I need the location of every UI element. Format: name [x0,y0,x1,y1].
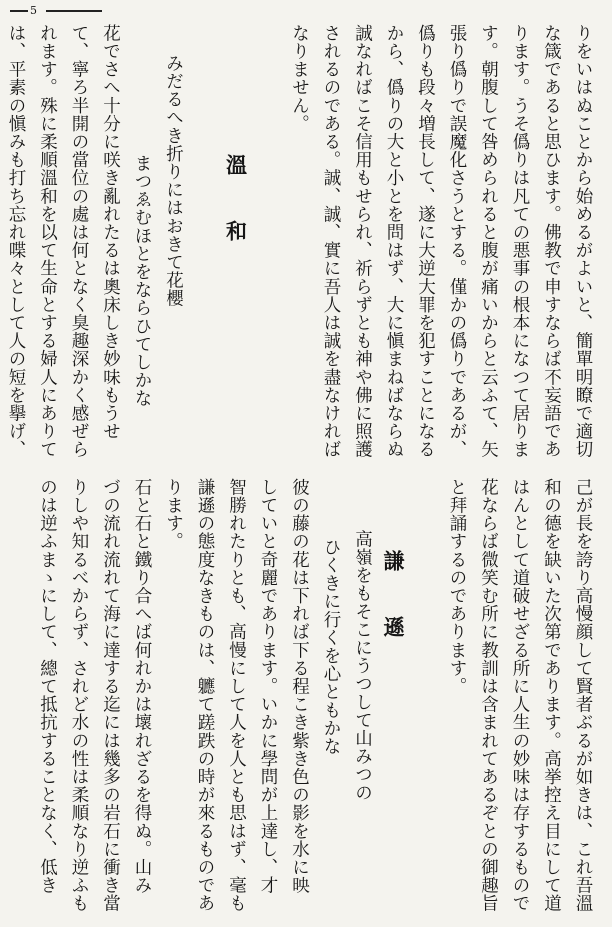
text-line: 和の德を缺いた次第であります。高挙控え目にして道 [541,478,562,913]
poem-line: 高嶺をもそこにうつして山みつの [352,530,373,802]
blank-column [252,24,284,449]
text-line: と拜誦するのであります。 [447,478,467,696]
blank-column [409,478,441,918]
text-line: す。朝腹して咎められると腹が痛いからと云ふて、矢 [478,24,499,459]
text-line: ります。うそ僞りは凡ての悪事の根本になつて居りま [510,24,530,459]
poem-line: ひくきに行くを心ともかな [321,538,341,756]
text-line: 智勝れたりとも、高慢にして人を人とも思はず、毫も [226,478,247,913]
text-line: づの流れ流れて海に達する迄には幾多の岩石に衝き當 [100,478,121,913]
text-line: て、寧ろ半開の當位の處は何となく臭趣深かく感ぜら [69,24,89,459]
top-column-block [0,24,598,459]
text-line: れます。殊に柔順溫和を以て生命とする婦人にありて [37,24,58,459]
text-line: から、僞りの大と小とを問はず、大に愼まねばならぬ [384,24,404,459]
section-heading-kenson: 謙 遜 [381,550,406,649]
text-line: ります。 [163,478,184,551]
blank-column [189,24,221,449]
text-line: 謙遜の態度なきものは、軈て蹉跌の時が來るものであ [195,478,215,913]
text-line: りをいはぬことから始めるがよいと、簡單明瞭で適切 [573,24,593,459]
header-rule-left [10,10,28,12]
text-line: のは逆ふまゝにして、總て抵抗することなく、低き [37,478,58,895]
section-heading-onwa: 溫 和 [223,154,249,253]
text-line: 僞りも段々増長して、遂に大逆大罪を犯すことになる [415,24,436,459]
text-line: 彼の藤の花は下れば下る程こき紫き色の影を水に映 [289,478,310,895]
bottom-column-block [31,478,598,918]
header-rule-right [46,10,102,12]
text-line: 花でさへ十分に咲き亂れたるは奧床しき妙味もうせ [100,24,121,441]
text-line: はんとして道破せざる所に人生の妙味は存するもので [510,478,530,913]
poem-line: まつゑむほとをならひてしかな [132,154,152,408]
poem-line: みだるへき折りにはおきて花櫻 [163,54,184,308]
text-line: 石と石と鐵り合へば何れかは壞れざるを得ぬ。山み [132,478,152,895]
text-line: な箴であると思ひます。佛教で申すならば不妄語であ [541,24,562,459]
text-line: 己が長を誇り高慢顔して賢者ぶるが如きは、これ吾溫 [573,478,593,913]
text-line: されるのである。誠、誠、實に吾人は誠を盡なければ [321,24,341,459]
text-line: していと奇麗であります。いかに學問が上達し、才 [258,478,278,895]
text-line: は、平素の愼みも打ち忘れ喋々として人の短を擧げ、 [6,24,26,459]
text-line: 張り僞りで誤魔化さうとする。僅かの僞りであるが、 [447,24,467,459]
page-number: 5 [30,4,37,17]
text-line: 花ならば微笑む所に教訓は含まれてあるぞとの御趣旨 [478,478,499,913]
text-line: りしや知るべからず、されど水の性は柔順なり逆ふも [69,478,89,913]
text-line: なりません。 [289,24,310,133]
text-line: 誠なればこそ信用もせられ、祈らずとも神や佛に照護 [352,24,373,459]
